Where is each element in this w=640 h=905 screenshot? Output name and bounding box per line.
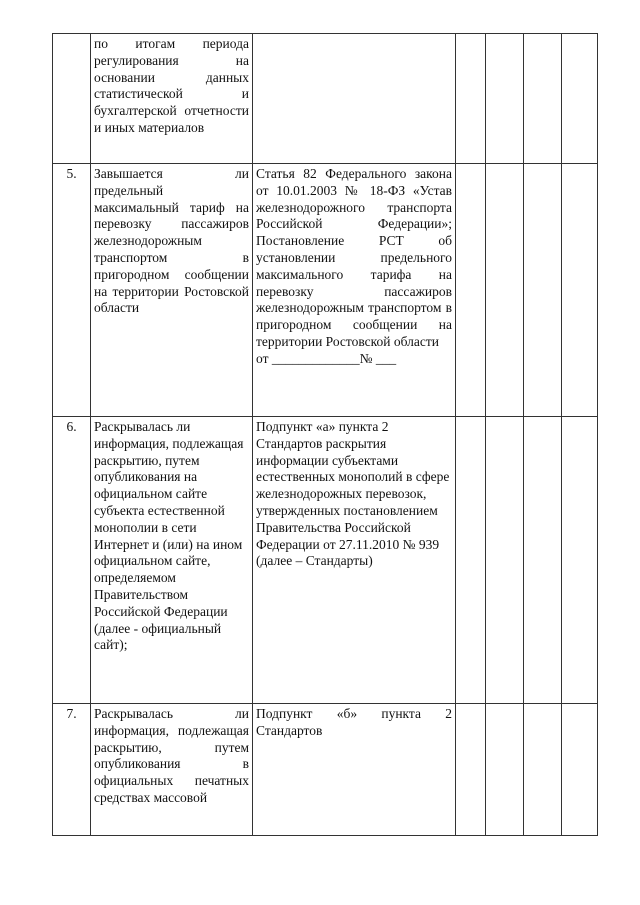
question-cell: Завышается ли предельный максимальный тариф на перевозку пассажиров железнодорожным транспортом в пригородном сообщении на территории Ростовской области <box>91 164 253 417</box>
answer-na-cell[interactable] <box>524 164 562 417</box>
reference-date-line: от _____________№ ___ <box>256 350 397 366</box>
answer-na-cell[interactable] <box>524 417 562 704</box>
answer-yes-cell[interactable] <box>456 417 486 704</box>
table-row <box>53 164 598 417</box>
reference-cell: Подпункт «б» пункта 2 Стандартов <box>253 704 456 836</box>
table-row <box>53 704 598 836</box>
reference-text: Статья 82 Федерального закона от 10.01.2003 № 18-ФЗ «Устав железнодорожного транспорта Российской Федерации»; Постановление РСТ об установлении предельного максимального тарифа на перевозку пассажиров железнодорожным транспортом в пригородном сообщении на территории Ростовской области <box>256 166 452 349</box>
checklist-table <box>52 33 598 836</box>
row-number: 5. <box>53 164 91 417</box>
reference-cell <box>253 34 456 164</box>
question-cell: по итогам периода регулирования на основании данных статистической и бухгалтерской отчетности и иных материалов <box>91 34 253 164</box>
question-cell: Раскрывалась ли информация, подлежащая раскрытию, путем опубликования в официальных печатных средствах массовой <box>91 704 253 836</box>
row-number <box>53 34 91 164</box>
answer-no-cell[interactable] <box>486 417 524 704</box>
answer-yes-cell[interactable] <box>456 34 486 164</box>
note-cell[interactable] <box>562 164 598 417</box>
row-number: 7. <box>53 704 91 836</box>
note-cell[interactable] <box>562 417 598 704</box>
answer-na-cell[interactable] <box>524 704 562 836</box>
answer-yes-cell[interactable] <box>456 164 486 417</box>
answer-no-cell[interactable] <box>486 164 524 417</box>
table-row <box>53 34 598 164</box>
question-cell: Раскрывалась ли информация, подлежащая раскрытию, путем опубликования на официальном сайте субъекта естественной монополии в сети Интернет и (или) на ином официальном сайте, определяемом Правительством Российской Федерации (далее - официальный сайт); <box>91 417 253 704</box>
reference-cell: Подпункт «а» пункта 2 Стандартов раскрытия информации субъектами естественных монополий в сфере железнодорожных перевозок, утвержденных постановлением Правительства Российской Федерации от 27.11.2010 № 939 (далее – Стандарты) <box>253 417 456 704</box>
row-number: 6. <box>53 417 91 704</box>
answer-no-cell[interactable] <box>486 704 524 836</box>
answer-na-cell[interactable] <box>524 34 562 164</box>
answer-no-cell[interactable] <box>486 34 524 164</box>
answer-yes-cell[interactable] <box>456 704 486 836</box>
note-cell[interactable] <box>562 704 598 836</box>
table-row <box>53 417 598 704</box>
reference-cell <box>253 164 456 417</box>
note-cell[interactable] <box>562 34 598 164</box>
